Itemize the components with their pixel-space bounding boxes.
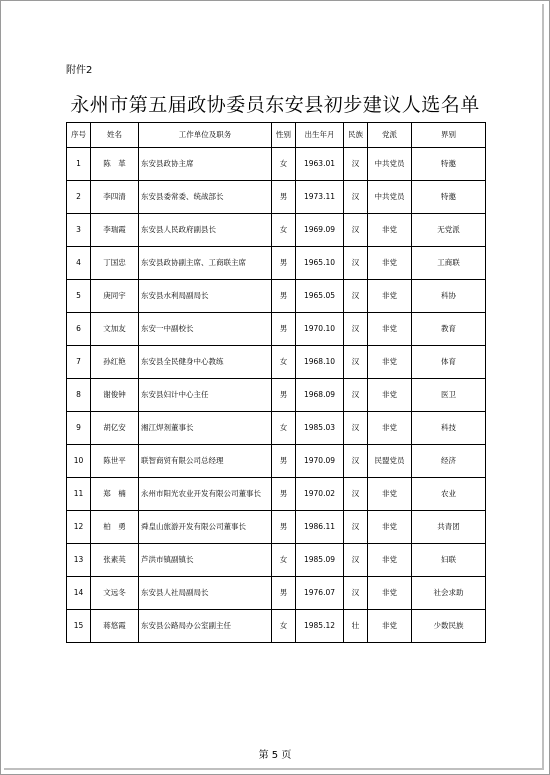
table-cell: 经济 (412, 445, 486, 478)
table-cell: 汉 (344, 181, 368, 214)
table-cell: 非党 (368, 247, 412, 280)
table-cell: 10 (67, 445, 91, 478)
table-cell: 联智商贸有限公司总经理 (139, 445, 272, 478)
table-cell: 汉 (344, 379, 368, 412)
table-cell: 科技 (412, 412, 486, 445)
table-cell: 非党 (368, 412, 412, 445)
table-cell: 丁国忠 (91, 247, 139, 280)
column-header: 工作单位及职务 (139, 123, 272, 148)
table-cell: 非党 (368, 313, 412, 346)
table-cell: 工商联 (412, 247, 486, 280)
table-row (67, 214, 486, 247)
table-cell: 1985.09 (296, 544, 344, 577)
column-header: 出生年月 (296, 123, 344, 148)
table-cell: 1973.11 (296, 181, 344, 214)
table-cell: 科协 (412, 280, 486, 313)
table-cell: 11 (67, 478, 91, 511)
table-header-row (67, 123, 486, 148)
table-cell: 陈 革 (91, 148, 139, 181)
table-cell: 体育 (412, 346, 486, 379)
table-cell: 特邀 (412, 148, 486, 181)
table-cell: 男 (272, 511, 296, 544)
table-cell: 5 (67, 280, 91, 313)
table-cell: 1 (67, 148, 91, 181)
table-cell: 非党 (368, 511, 412, 544)
table-cell: 教育 (412, 313, 486, 346)
table-cell: 汉 (344, 247, 368, 280)
table-cell: 李四清 (91, 181, 139, 214)
table-cell: 特邀 (412, 181, 486, 214)
table-row (67, 577, 486, 610)
table-cell: 1969.09 (296, 214, 344, 247)
nominee-table (66, 122, 486, 643)
table-cell: 1968.10 (296, 346, 344, 379)
page-title: 永州市第五届政协委员东安县初步建议人选名单 (70, 94, 480, 116)
column-header: 姓名 (91, 123, 139, 148)
table-cell: 舜皇山旅游开发有限公司董事长 (139, 511, 272, 544)
table-cell: 妇联 (412, 544, 486, 577)
table-cell: 1986.11 (296, 511, 344, 544)
table-cell: 1970.02 (296, 478, 344, 511)
table-cell: 女 (272, 214, 296, 247)
table-cell: 7 (67, 346, 91, 379)
table-cell: 汉 (344, 313, 368, 346)
table-cell: 男 (272, 181, 296, 214)
table-cell: 汉 (344, 280, 368, 313)
table-row (67, 346, 486, 379)
table-cell: 湘江焊剂董事长 (139, 412, 272, 445)
table-cell: 非党 (368, 346, 412, 379)
table-cell: 非党 (368, 610, 412, 643)
table-cell: 东安县水利局副局长 (139, 280, 272, 313)
column-header: 性别 (272, 123, 296, 148)
table-cell: 非党 (368, 379, 412, 412)
table-cell: 中共党员 (368, 148, 412, 181)
table-cell: 张素英 (91, 544, 139, 577)
table-cell: 医卫 (412, 379, 486, 412)
table-cell: 男 (272, 577, 296, 610)
table-row (67, 379, 486, 412)
table-cell: 1976.07 (296, 577, 344, 610)
table-row (67, 280, 486, 313)
table-cell: 汉 (344, 511, 368, 544)
table-cell: 2 (67, 181, 91, 214)
table-cell: 东安县委常委、统战部长 (139, 181, 272, 214)
table-cell: 东安一中副校长 (139, 313, 272, 346)
table-cell: 15 (67, 610, 91, 643)
table-row (67, 181, 486, 214)
table-cell: 东安县公路局办公室副主任 (139, 610, 272, 643)
page-number: 第 5 页 (258, 750, 292, 761)
table-cell: 东安县全民健身中心教练 (139, 346, 272, 379)
table-cell: 汉 (344, 577, 368, 610)
table-cell: 非党 (368, 280, 412, 313)
table-cell: 1965.10 (296, 247, 344, 280)
table-cell: 14 (67, 577, 91, 610)
table-cell: 非党 (368, 577, 412, 610)
table-cell: 非党 (368, 544, 412, 577)
table-cell: 女 (272, 346, 296, 379)
table-cell: 汉 (344, 445, 368, 478)
column-header: 党派 (368, 123, 412, 148)
table-row (67, 247, 486, 280)
table-row (67, 445, 486, 478)
table-cell: 男 (272, 478, 296, 511)
table-cell: 农业 (412, 478, 486, 511)
table-cell: 男 (272, 379, 296, 412)
table-cell: 汉 (344, 346, 368, 379)
table-cell: 庚同宇 (91, 280, 139, 313)
table-body (67, 148, 486, 643)
table-cell: 孙红艳 (91, 346, 139, 379)
table-cell: 男 (272, 445, 296, 478)
table-cell: 1970.09 (296, 445, 344, 478)
table-cell: 女 (272, 412, 296, 445)
column-header: 序号 (67, 123, 91, 148)
table-cell: 东安县政协副主席、工商联主席 (139, 247, 272, 280)
table-cell: 男 (272, 280, 296, 313)
column-header: 界别 (412, 123, 486, 148)
table-cell: 无党派 (412, 214, 486, 247)
table-cell: 共青团 (412, 511, 486, 544)
table-cell: 1970.10 (296, 313, 344, 346)
table-cell: 女 (272, 148, 296, 181)
table-cell: 文加友 (91, 313, 139, 346)
table-cell: 8 (67, 379, 91, 412)
table-cell: 汉 (344, 214, 368, 247)
table-cell: 汉 (344, 412, 368, 445)
table-cell: 非党 (368, 214, 412, 247)
table-cell: 东安县妇计中心主任 (139, 379, 272, 412)
table-cell: 1968.09 (296, 379, 344, 412)
table-cell: 东安县政协主席 (139, 148, 272, 181)
table-cell: 郑 楠 (91, 478, 139, 511)
table-cell: 女 (272, 544, 296, 577)
table-cell: 3 (67, 214, 91, 247)
table-cell: 男 (272, 313, 296, 346)
table-cell: 13 (67, 544, 91, 577)
table-cell: 1963.01 (296, 148, 344, 181)
table-cell: 胡亿安 (91, 412, 139, 445)
table-cell: 东安县人社局副局长 (139, 577, 272, 610)
table-cell: 1985.12 (296, 610, 344, 643)
table-row (67, 511, 486, 544)
table-cell: 柏 勇 (91, 511, 139, 544)
table-cell: 非党 (368, 478, 412, 511)
table-cell: 汉 (344, 544, 368, 577)
table-cell: 民盟党员 (368, 445, 412, 478)
table-cell: 1985.03 (296, 412, 344, 445)
table-cell: 女 (272, 610, 296, 643)
table-cell: 谢俊钟 (91, 379, 139, 412)
table-row (67, 478, 486, 511)
table-cell: 陈世平 (91, 445, 139, 478)
table-cell: 12 (67, 511, 91, 544)
table-cell: 社会求助 (412, 577, 486, 610)
table-row (67, 610, 486, 643)
table-cell: 永州市阳光农业开发有限公司董事长 (139, 478, 272, 511)
table-cell: 6 (67, 313, 91, 346)
column-header: 民族 (344, 123, 368, 148)
table-cell: 汉 (344, 478, 368, 511)
attachment-label: 附件2 (66, 65, 93, 76)
table-cell: 文远冬 (91, 577, 139, 610)
table-cell: 壮 (344, 610, 368, 643)
table-cell: 1965.05 (296, 280, 344, 313)
table-cell: 蒋悠霞 (91, 610, 139, 643)
table-cell: 少数民族 (412, 610, 486, 643)
table-cell: 9 (67, 412, 91, 445)
table-cell: 芦洪市镇副镇长 (139, 544, 272, 577)
table-cell: 东安县人民政府副县长 (139, 214, 272, 247)
table-row (67, 544, 486, 577)
table-cell: 汉 (344, 148, 368, 181)
table-row (67, 313, 486, 346)
table-row (67, 412, 486, 445)
table-cell: 男 (272, 247, 296, 280)
table-cell: 李瑞霞 (91, 214, 139, 247)
table-row (67, 148, 486, 181)
table-cell: 4 (67, 247, 91, 280)
table-cell: 中共党员 (368, 181, 412, 214)
